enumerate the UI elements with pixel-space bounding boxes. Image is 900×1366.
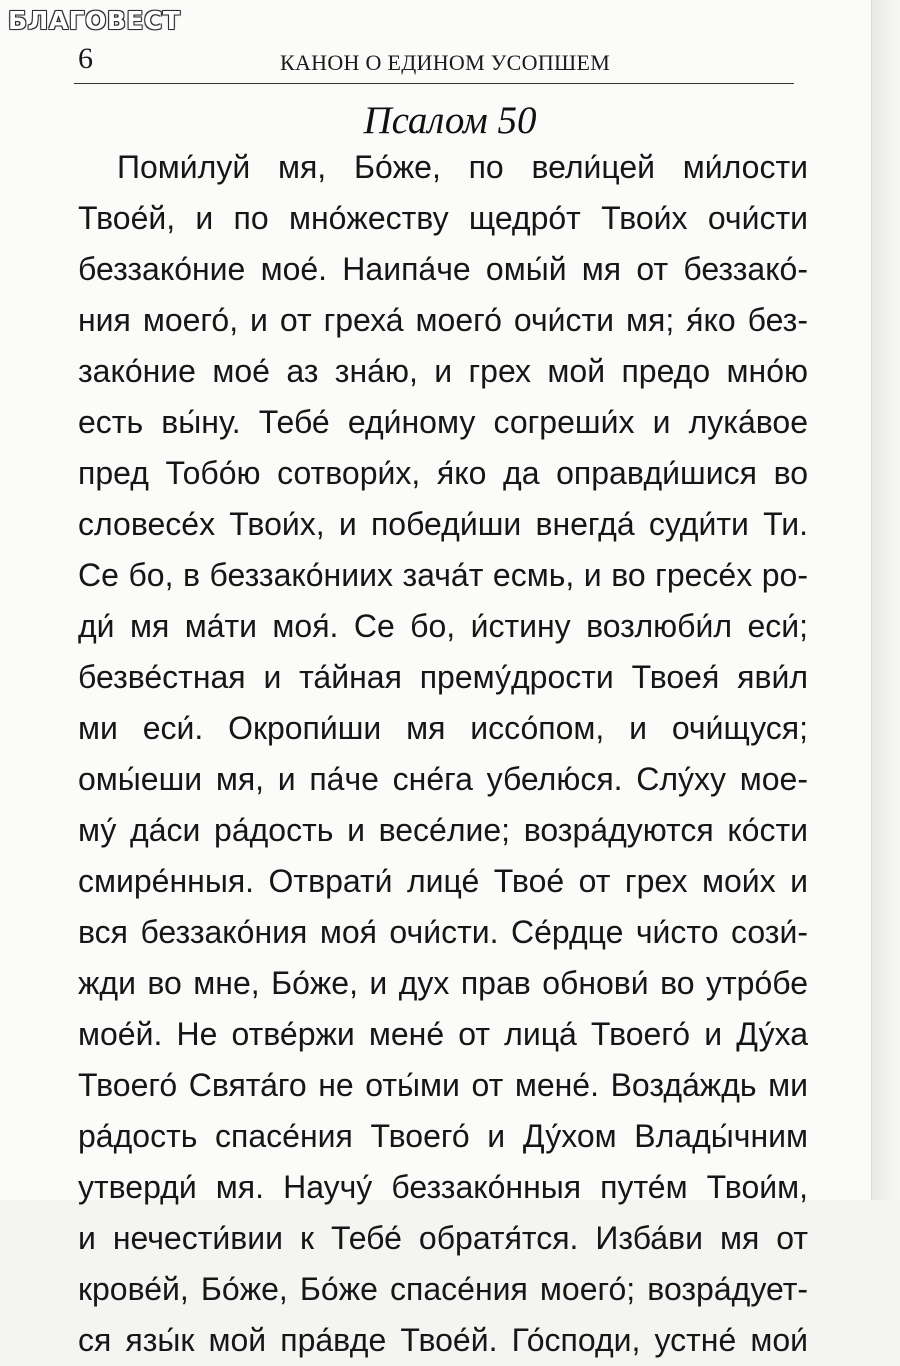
body-line: Твое́й, и по мно́жеству щедро́т Твои́х очи́сти xyxy=(78,200,808,236)
body-line: и нечести́вии к Тебе́ обратя́тся. Изба́ви мя от xyxy=(78,1220,808,1256)
body-line: беззако́ние мое́. Наипа́че омы́й мя от беззако́- xyxy=(78,251,808,287)
body-line: му́ да́си ра́дость и весе́лие; возра́дуются ко́сти xyxy=(78,812,808,848)
body-line: ми еси́. Окропи́ши мя иссо́пом, и очи́щуся; xyxy=(78,710,808,746)
body-line: есть вы́ну. Тебе́ еди́ному согреши́х и лука́вое xyxy=(78,404,808,440)
watermark-logo: БЛАГОВЕСТ xyxy=(8,6,181,35)
running-head: КАНОН О ЕДИНОМ УСОПШЕМ xyxy=(280,50,611,75)
page-number: 6 xyxy=(78,42,93,75)
body-line: мое́й. Не отве́ржи мене́ от лица́ Твоего́ и Ду́ха xyxy=(78,1016,808,1052)
body-line: Се бо, в беззако́ниих зача́т есмь, и во гресе́х ро- xyxy=(78,557,808,593)
body-line: словесе́х Твои́х, и победи́ши внегда́ суди́ти Ти. xyxy=(78,506,808,542)
body-line: безве́стная и та́йная прему́дрости Твоея́ яви́л xyxy=(78,659,808,695)
body-line: вся беззако́ния моя́ очи́сти. Се́рдце чи́сто сози́- xyxy=(78,914,808,950)
body-line: зако́ние мое́ аз зна́ю, и грех мой предо мно́ю xyxy=(78,353,808,389)
body-line: жди во мне, Бо́же, и дух прав обнови́ во утро́бе xyxy=(78,965,808,1001)
page-edge xyxy=(872,0,900,1200)
body-line: ся язы́к мой пра́вде Твое́й. Го́споди, устне́ мои́ xyxy=(78,1322,808,1358)
body-line: смире́нныя. Отврати́ лице́ Твое́ от грех мои́х и xyxy=(78,863,808,899)
body-line: ния моего́, и от греха́ моего́ очи́сти мя; я́ко без- xyxy=(78,302,808,338)
body-line: Твоего́ Свята́го не оты́ми от мене́. Возда́ждь ми xyxy=(78,1067,808,1103)
body-line: Поми́луй мя, Бо́же, по вели́цей ми́лости xyxy=(117,149,808,185)
header-rule xyxy=(74,83,794,84)
body-line: ди́ мя ма́ти моя́. Се бо, и́стину возлюби́л еси́; xyxy=(78,608,808,644)
psalm-body xyxy=(78,142,808,1366)
body-line: пред Тобо́ю сотвори́х, я́ко да оправди́шися во xyxy=(78,455,808,491)
body-line: омы́еши мя, и па́че сне́га убелю́ся. Слу́ху мое- xyxy=(78,761,808,797)
body-line: утверди́ мя. Научу́ беззако́нныя путе́м Твои́м, xyxy=(78,1169,808,1205)
section-title: Псалом 50 xyxy=(363,99,537,142)
body-line: ра́дость спасе́ния Твоего́ и Ду́хом Влады́чним xyxy=(78,1118,808,1154)
body-line: крове́й, Бо́же, Бо́же спасе́ния моего́; возра́дует- xyxy=(78,1271,808,1307)
